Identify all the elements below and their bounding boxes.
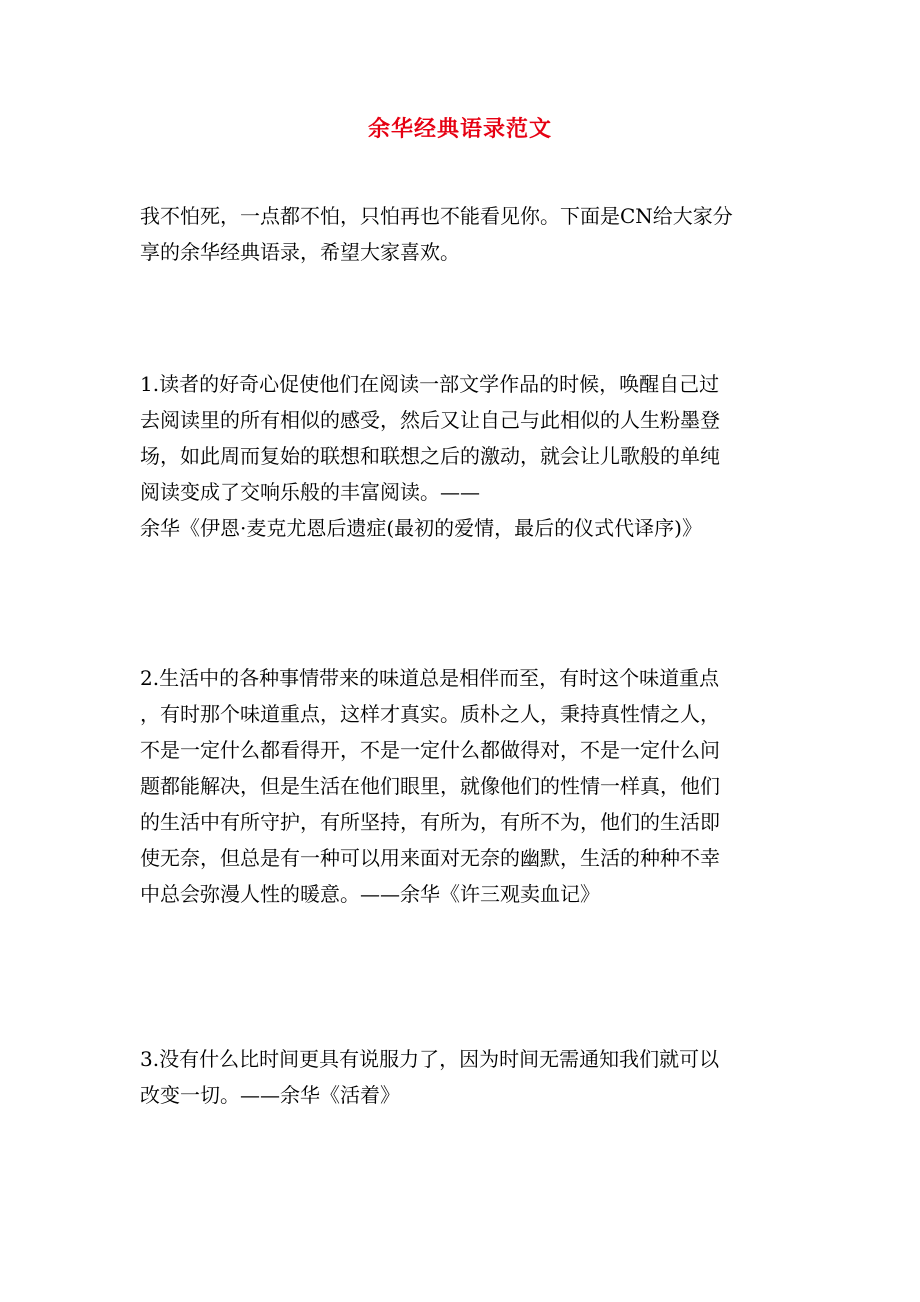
quote-line: 3.没有什么比时间更具有说服力了，因为时间无需通知我们就可以: [140, 1047, 720, 1071]
intro-line: 我不怕死，一点都不怕，只怕再也不能看见你。下面是CN给大家分: [140, 204, 733, 228]
quote-line: 1.读者的好奇心促使他们在阅读一部文学作品的时候，唤醒自己过: [140, 372, 720, 396]
quote-line: 的生活中有所守护，有所坚持，有所为，有所不为，他们的生活即: [140, 810, 720, 834]
intro-paragraph: [140, 198, 790, 270]
quote-line: 去阅读里的所有相似的感受，然后又让自己与此相似的人生粉墨登: [140, 408, 720, 432]
quote-paragraph-3: [140, 1041, 790, 1113]
quote-paragraph-2: [140, 660, 790, 912]
quote-line: 不是一定什么都看得开，不是一定什么都做得对，不是一定什么问: [140, 738, 720, 762]
quote-line: 使无奈，但总是有一种可以用来面对无奈的幽默，生活的种种不幸: [140, 846, 720, 870]
quote-line: 场，如此周而复始的联想和联想之后的激动，就会让儿歌般的单纯: [140, 444, 720, 468]
quote-paragraph-1: [140, 366, 790, 546]
document-title: 余华经典语录范文: [367, 116, 552, 142]
quote-line: 2.生活中的各种事情带来的味道总是相伴而至，有时这个味道重点: [140, 666, 720, 690]
intro-line: 享的余华经典语录，希望大家喜欢。: [140, 240, 460, 264]
quote-line: 题都能解决，但是生活在他们眼里，就像他们的性情一样真，他们: [140, 774, 720, 798]
quote-line: 阅读变成了交响乐般的丰富阅读。——: [140, 480, 480, 504]
quote-line: 改变一切。——余华《活着》: [140, 1083, 400, 1107]
quote-line: 余华《伊恩·麦克尤恩后遗症(最初的爱情，最后的仪式代译序)》: [140, 516, 702, 540]
quote-line: 中总会弥漫人性的暖意。——余华《许三观卖血记》: [140, 882, 600, 906]
quote-line: ，有时那个味道重点，这样才真实。质朴之人，秉持真性情之人，: [140, 702, 720, 726]
